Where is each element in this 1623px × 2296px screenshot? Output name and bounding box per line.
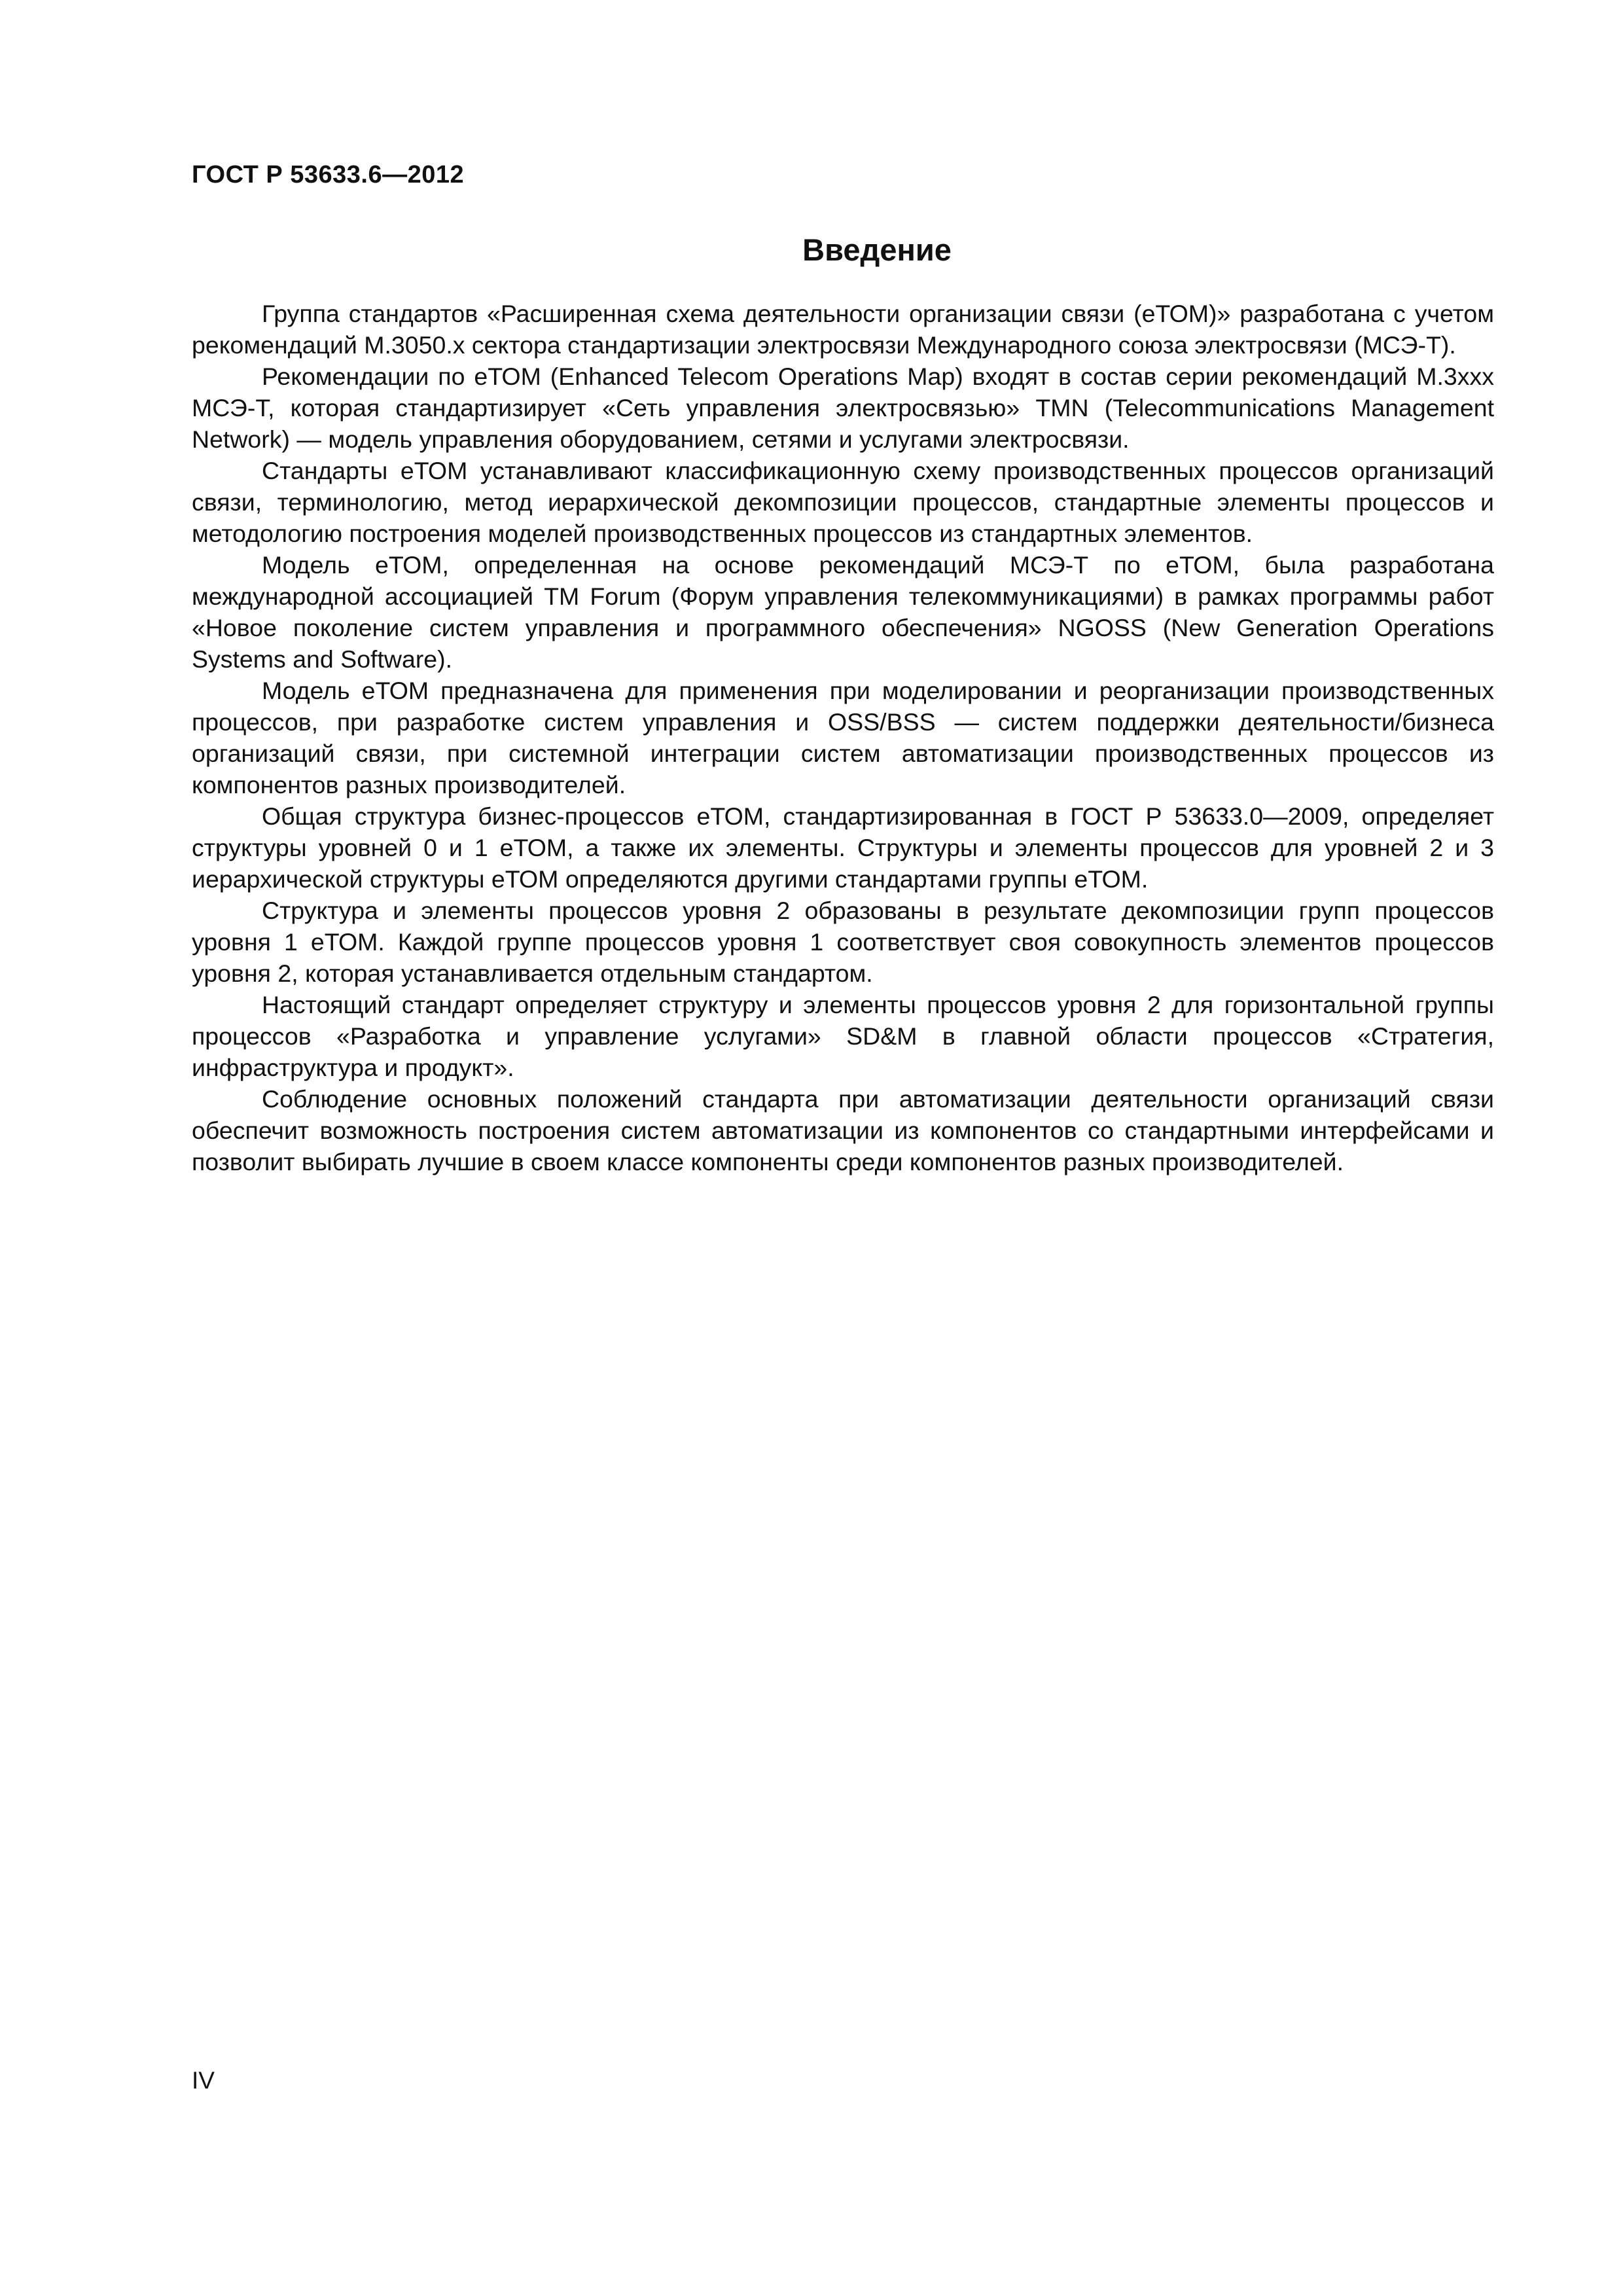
paragraph-4: Модель еТОМ, определенная на основе рекомендаций МСЭ-Т по еТОМ, была разработана международной ассоциацией TM Forum (Форум управления телекоммуникациями) в рамках программы работ «Новое поколение систем управления и программного обеспечения» NGOSS (New Generation Operations Systems and Software). [192,551,1494,673]
document-code-header: ГОСТ Р 53633.6—2012 [192,161,465,188]
paragraph-1: Группа стандартов «Расширенная схема деятельности организации связи (еТОМ)» разработана с учетом рекомендаций М.3050.х сектора стандартизации электросвязи Международного союза электросвязи (МСЭ-Т). [192,300,1494,359]
paragraph-6: Общая структура бизнес-процессов еТОМ, стандартизированная в ГОСТ Р 53633.0—2009, определяет структуры уровней 0 и 1 еТОМ, а также их элементы. Структуры и элементы процессов для уровней 2 и 3 иерархической структуры еТОМ определяются другими стандартами группы еТОМ. [192,802,1494,893]
paragraph-3: Стандарты еТОМ устанавливают классификационную схему производственных процессов организаций связи, терминологию, метод иерархической декомпозиции процессов, стандартные элементы процессов и методологию построения моделей производственных процессов из стандартных элементов. [192,457,1494,547]
paragraph-2: Рекомендации по еТОМ (Enhanced Telecom Operations Map) входят в состав серии рекомендаций М.3ххх МСЭ-Т, которая стандартизирует «Сеть управления электросвязью» TMN (Telecommunications Management Network) — модель управления оборудованием, сетями и услугами электросвязи. [192,363,1494,453]
paragraph-8: Настоящий стандарт определяет структуру и элементы процессов уровня 2 для горизонтальной группы процессов «Разработка и управление услугами» SD&M в главной области процессов «Стратегия, инфраструктура и продукт». [192,991,1494,1081]
introduction-body [192,298,1494,1177]
section-title: Введение [802,232,952,267]
paragraph-7: Структура и элементы процессов уровня 2 образованы в результате декомпозиции групп процессов уровня 1 еТОМ. Каждой группе процессов уровня 1 соответствует своя совокупность элементов процессов уровня 2, которая устанавливается отдельным стандартом. [192,897,1494,987]
page-number: IV [192,2067,215,2094]
paragraph-5: Модель еТОМ предназначена для применения при моделировании и реорганизации производственных процессов, при разработке систем управления и OSS/BSS — систем поддержки деятельности/бизнеса организаций связи, при системной интеграции систем автоматизации производственных процессов из компонентов разных производителей. [192,677,1494,798]
paragraph-9: Соблюдение основных положений стандарта при автоматизации деятельности организаций связи обеспечит возможность построения систем автоматизации из компонентов со стандартными интерфейсами и позволит выбирать лучшие в своем классе компоненты среди компонентов разных производителей. [192,1085,1494,1175]
